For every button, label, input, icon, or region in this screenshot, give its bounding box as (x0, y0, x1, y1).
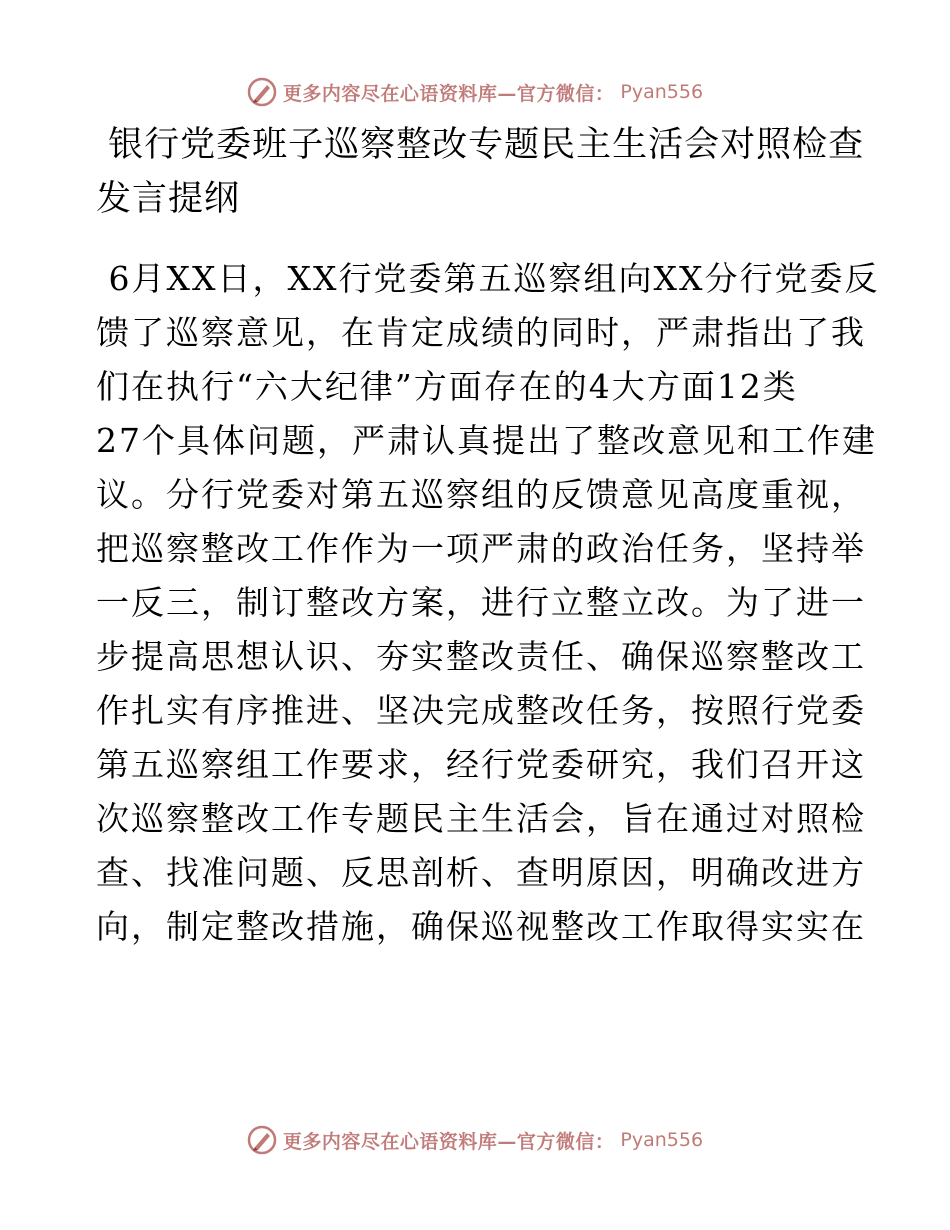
watermark-text: 更多内容尽在心语资料库—官方微信： (282, 1130, 615, 1153)
pen-logo-icon (247, 1125, 277, 1155)
body-line: 6月XX日，XX行党委第五巡察组向XX分行党委反 (96, 259, 880, 298)
watermark-header (0, 72, 950, 112)
title-line: 发言提纲 (96, 179, 241, 219)
document-body (96, 252, 880, 954)
title-line: 银行党委班子巡察整改专题民主生活会对照检查 (96, 125, 865, 165)
body-line: 馈了巡察意见，在肯定成绩的同时，严肃指出了我 (96, 313, 866, 352)
body-line: 步提高思想认识、夯实整改责任、确保巡察整改工 (96, 637, 866, 676)
body-line: 把巡察整改工作作为一项严肃的政治任务，坚持举 (96, 529, 866, 568)
body-line: 27个具体问题，严肃认真提出了整改意见和工作建 (96, 421, 877, 460)
body-line: 查、找准问题、反思剖析、查明原因，明确改进方 (96, 853, 866, 892)
body-line: 作扎实有序推进、坚决完成整改任务，按照行党委 (96, 691, 866, 730)
watermark-wechat-id: Pyan556 (620, 81, 704, 103)
body-line: 议。分行党委对第五巡察组的反馈意见高度重视， (96, 475, 866, 514)
body-line: 第五巡察组工作要求，经行党委研究，我们召开这 (96, 745, 866, 784)
body-line: 们在执行“六大纪律”方面存在的4大方面12类 (96, 367, 798, 406)
document-title (96, 118, 865, 226)
body-line: 一反三，制订整改方案，进行立整立改。为了进一 (96, 583, 866, 622)
watermark-text: 更多内容尽在心语资料库—官方微信： (282, 82, 615, 105)
watermark-footer (0, 1120, 950, 1160)
body-line: 次巡察整改工作专题民主生活会，旨在通过对照检 (96, 799, 866, 838)
watermark-wechat-id: Pyan556 (620, 1129, 704, 1151)
body-line: 向，制定整改措施，确保巡视整改工作取得实实在 (96, 907, 866, 946)
pen-logo-icon (247, 77, 277, 107)
